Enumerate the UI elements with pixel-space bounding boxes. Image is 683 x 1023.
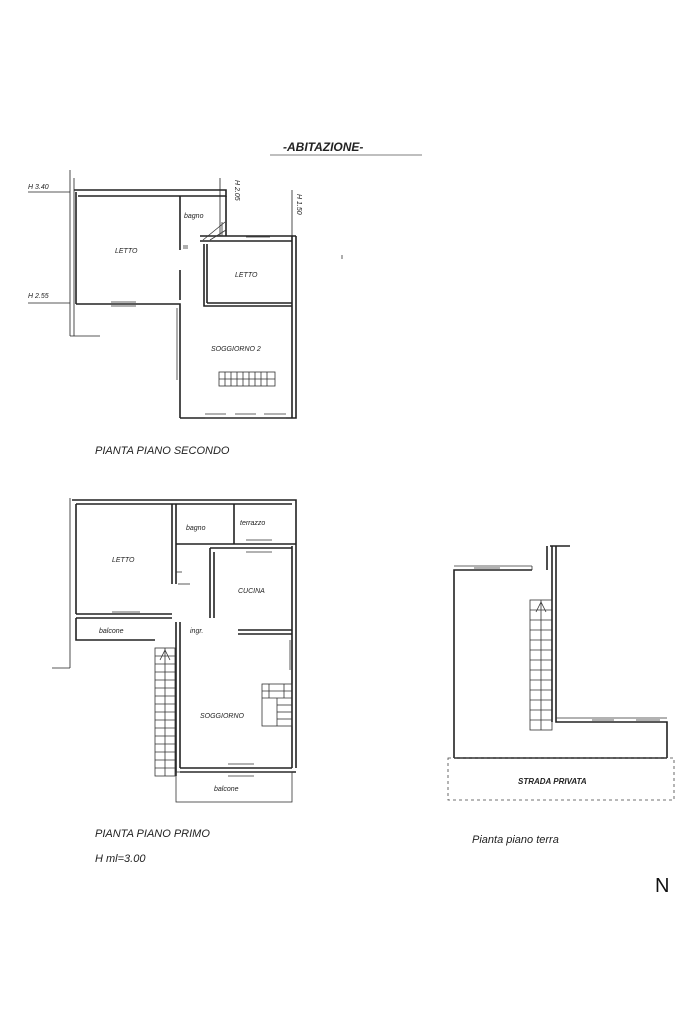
north-indicator: N xyxy=(655,875,670,897)
first-floor-plan xyxy=(52,498,296,802)
room-bagno-2: bagno xyxy=(184,213,204,220)
heading-ground-floor: Pianta piano terra xyxy=(472,834,559,846)
room-soggiorno-2: SOGGIORNO 2 xyxy=(211,346,261,353)
height-note-first-floor: H ml=3.00 xyxy=(95,853,146,865)
room-letto-1: LETTO xyxy=(112,557,135,564)
height-h340: H 3.40 xyxy=(28,184,49,191)
room-ingr: ingr. xyxy=(190,628,204,635)
ground-floor-plan xyxy=(448,546,674,800)
room-soggiorno-1: SOGGIORNO xyxy=(200,713,244,720)
sheet-title: -ABITAZIONE- xyxy=(283,140,364,154)
height-h255: H 2.55 xyxy=(28,293,49,300)
room-letto-2a: LETTO xyxy=(115,248,138,255)
room-balcone-1: balcone xyxy=(99,628,124,635)
room-cucina: CUCINA xyxy=(238,588,265,595)
second-floor-plan xyxy=(28,170,296,418)
street-label: STRADA PRIVATA xyxy=(518,777,587,786)
height-h205: H 2.05 xyxy=(233,180,240,201)
room-balcone-2: balcone xyxy=(214,786,239,793)
heading-second-floor: PIANTA PIANO SECONDO xyxy=(95,445,230,457)
room-bagno-1: bagno xyxy=(186,525,206,532)
room-terrazzo: terrazzo xyxy=(240,520,266,527)
room-letto-2b: LETTO xyxy=(235,272,258,279)
heading-first-floor: PIANTA PIANO PRIMO xyxy=(95,828,210,840)
height-h150: H 1.50 xyxy=(295,194,302,215)
